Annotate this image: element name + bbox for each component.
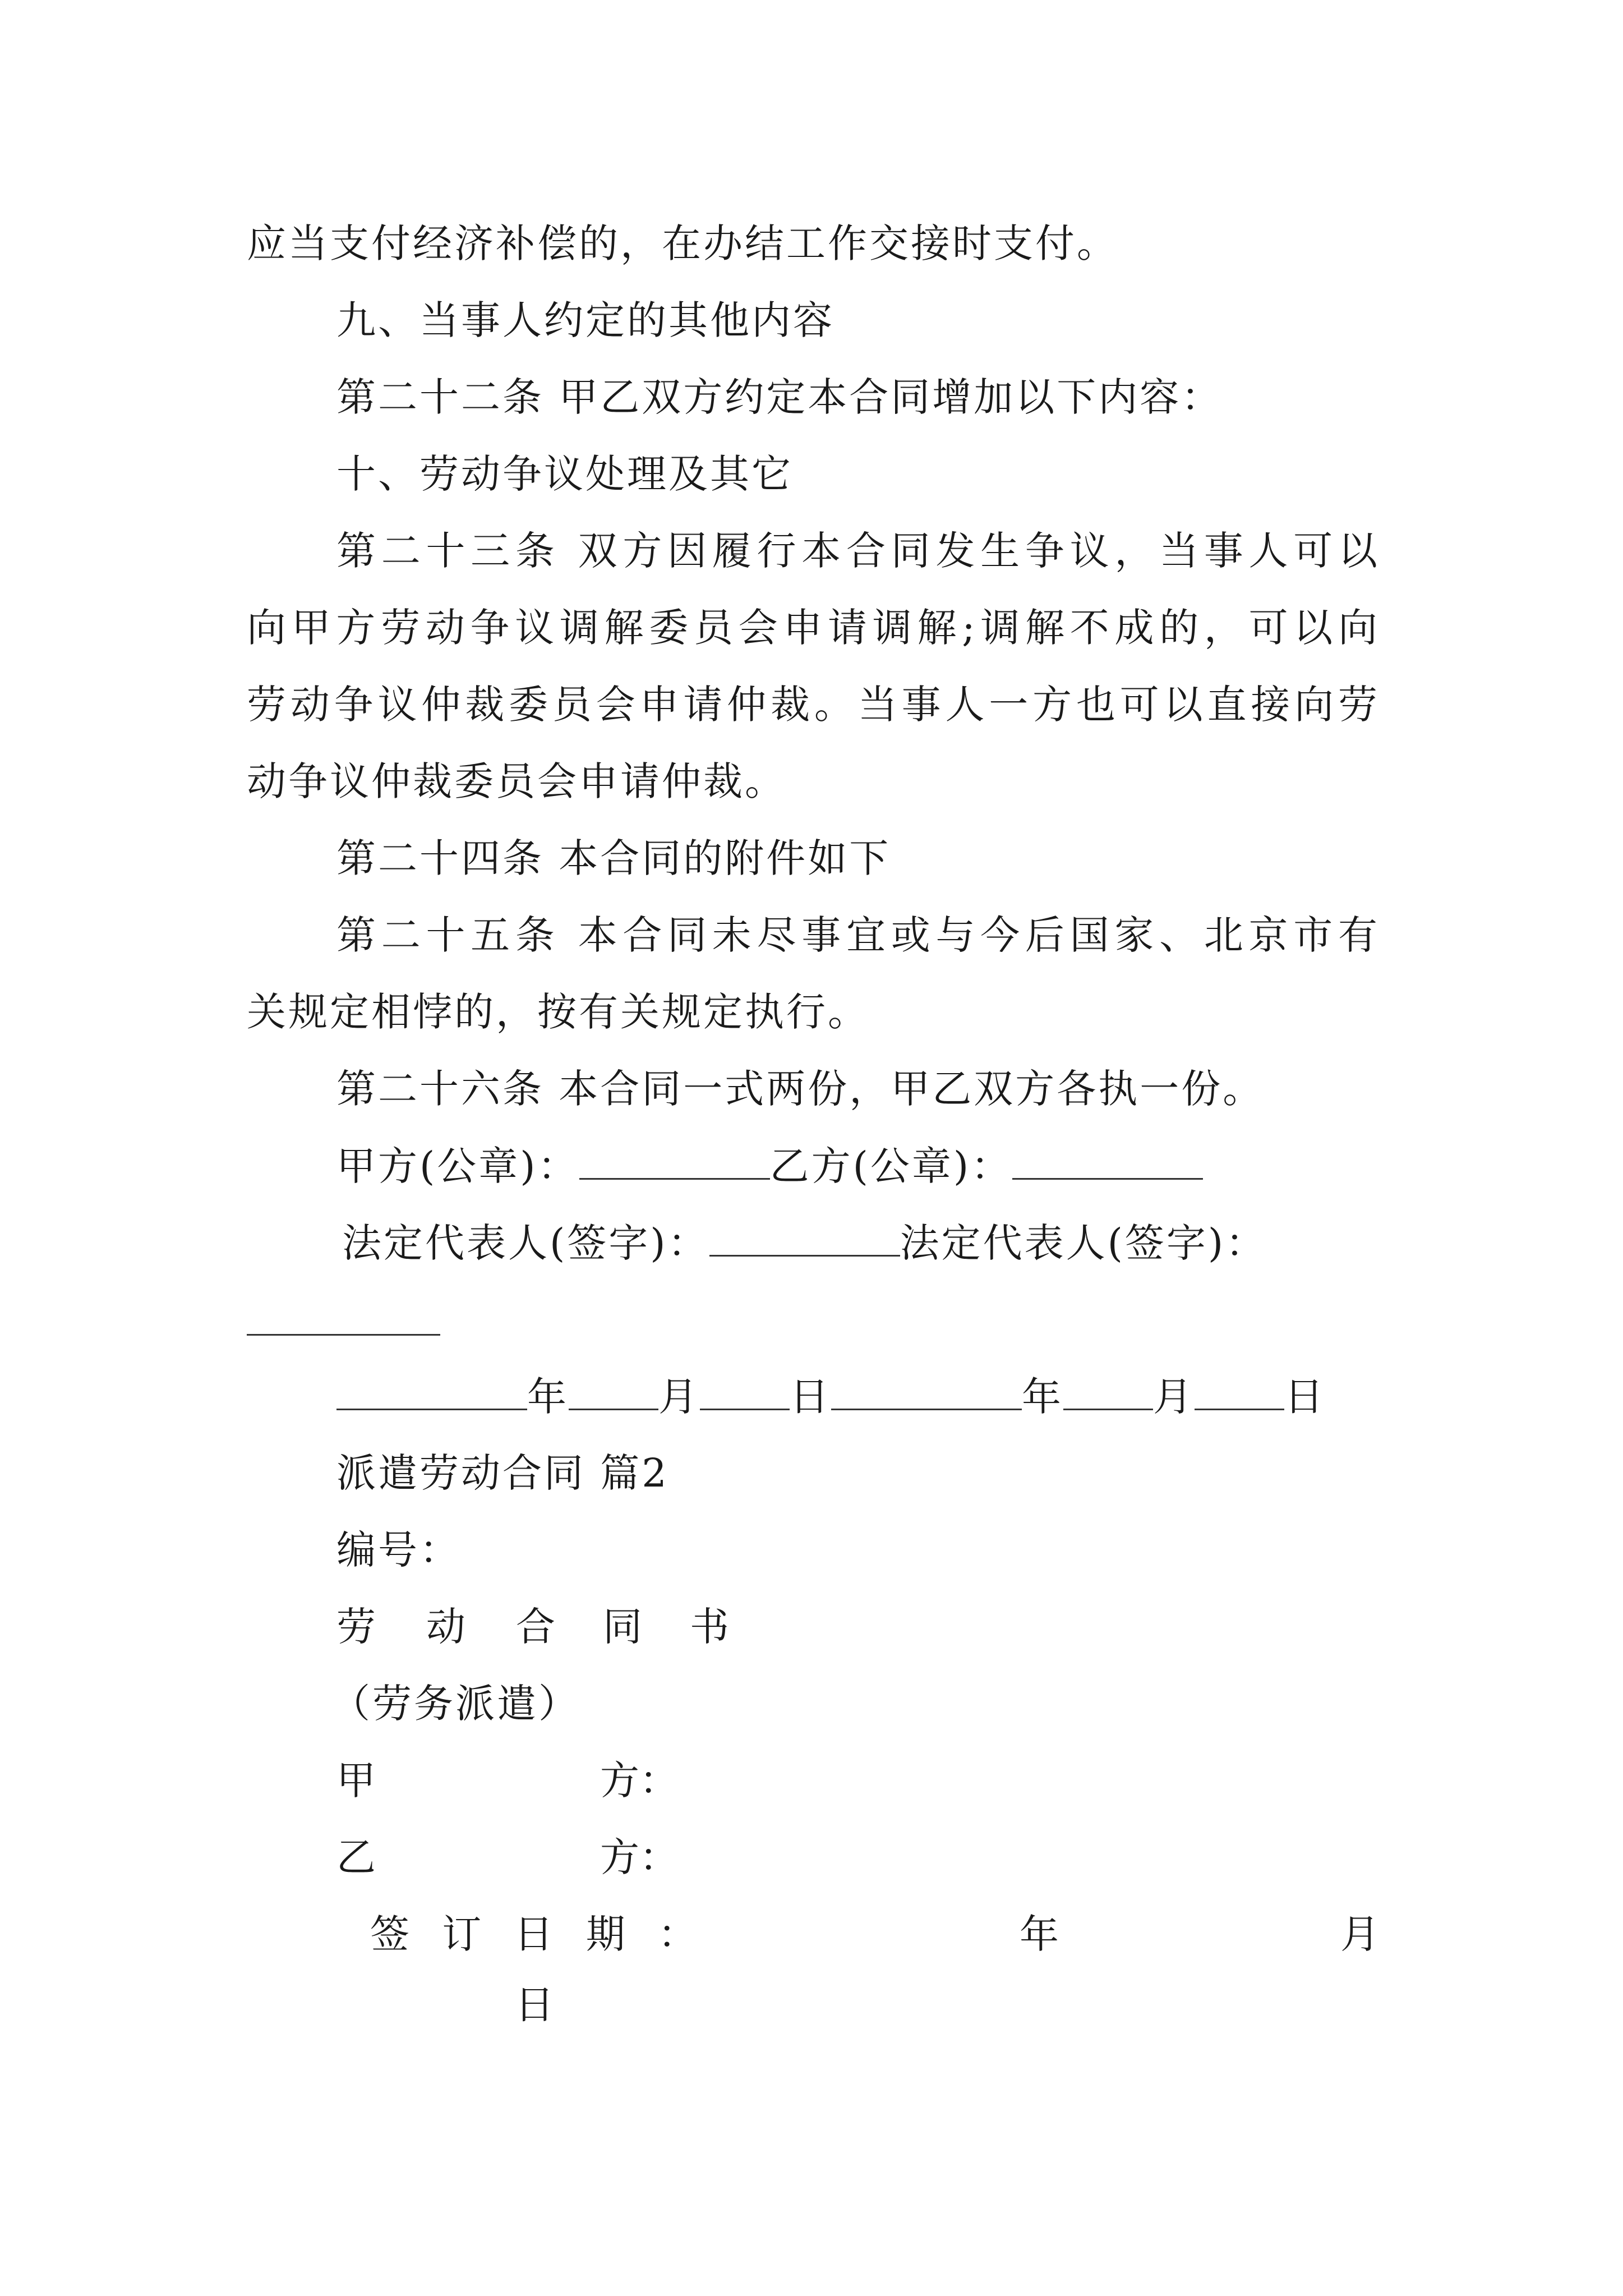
- rep-a-label: 法定代表人(签字)：: [342, 1220, 709, 1266]
- representative-line: [342, 1218, 1385, 1267]
- article-23-line-1: 第二十三条 双方因履行本合同发生争议，当事人可以: [336, 528, 1380, 574]
- article-24: 第二十四条 本合同的附件如下: [336, 835, 891, 881]
- sign-date-month: 月: [1340, 1911, 1380, 1957]
- year-a-blank[interactable]: [336, 1372, 527, 1410]
- month-b-blank[interactable]: [1063, 1372, 1153, 1410]
- party-b-fang: 方：: [600, 1834, 679, 1880]
- date-line: [336, 1372, 1380, 1421]
- article-26: 第二十六条 本合同一式两份，甲乙双方各执一份。: [336, 1066, 1265, 1112]
- party-b-char: 乙: [336, 1834, 376, 1880]
- contract-number-label: 编号：: [336, 1527, 461, 1573]
- article-23-line-4: 动争议仲裁委员会申请仲裁。: [247, 758, 786, 804]
- sign-date-label: 签 订 日 期 ：: [370, 1911, 708, 1957]
- day-a-label: 日: [790, 1374, 831, 1420]
- article-23-line-3: 劳动争议仲裁委员会申请仲裁。当事人一方也可以直接向劳: [247, 682, 1380, 728]
- contract-subtitle: （劳务派遣）: [331, 1681, 580, 1727]
- sign-date-day: 日: [515, 1982, 554, 2028]
- title-char: 合: [516, 1604, 555, 1650]
- title-char: 动: [426, 1604, 465, 1650]
- article-25-line-1: 第二十五条 本合同未尽事宜或与今后国家、北京市有: [336, 912, 1380, 958]
- title-char: 劳: [336, 1604, 376, 1650]
- title-char: 同: [603, 1604, 642, 1650]
- month-a-blank[interactable]: [569, 1372, 658, 1410]
- contract-2-heading: 派遣劳动合同 篇2: [336, 1450, 669, 1496]
- title-char: 书: [690, 1604, 729, 1650]
- party-a-fang: 方：: [600, 1757, 679, 1803]
- seal-line: [336, 1141, 1380, 1190]
- party-a-seal-blank[interactable]: [579, 1141, 770, 1180]
- year-b-blank[interactable]: [831, 1372, 1022, 1410]
- rep-b-label: 法定代表人(签字)：: [900, 1220, 1267, 1266]
- party-a-char: 甲: [336, 1757, 376, 1803]
- party-b-seal-label: 乙方(公章)：: [769, 1143, 1013, 1189]
- day-a-blank[interactable]: [700, 1372, 790, 1410]
- month-a-label: 月: [658, 1374, 700, 1420]
- rep-a-blank[interactable]: [709, 1218, 900, 1257]
- year-b-label: 年: [1022, 1374, 1063, 1420]
- year-a-label: 年: [527, 1374, 569, 1420]
- day-b-blank[interactable]: [1195, 1372, 1284, 1410]
- day-b-label: 日: [1284, 1374, 1326, 1420]
- text-line: 应当支付经济补偿的，在办结工作交接时支付。: [247, 220, 1118, 266]
- sign-date-year: 年: [1020, 1911, 1059, 1957]
- rep-b-blank[interactable]: [247, 1334, 440, 1336]
- party-a-seal-label: 甲方(公章)：: [336, 1143, 579, 1189]
- section-heading-10: 十、劳动争议处理及其它: [336, 451, 793, 497]
- party-b-seal-blank[interactable]: [1012, 1141, 1203, 1180]
- article-25-line-2: 关规定相悖的，按有关规定执行。: [247, 989, 869, 1035]
- month-b-label: 月: [1153, 1374, 1195, 1420]
- section-heading-9: 九、当事人约定的其他内容: [336, 297, 834, 343]
- article-23-line-2: 向甲方劳动争议调解委员会申请调解;调解不成的，可以向: [247, 605, 1380, 651]
- article-22: 第二十二条 甲乙双方约定本合同增加以下内容：: [336, 374, 1223, 420]
